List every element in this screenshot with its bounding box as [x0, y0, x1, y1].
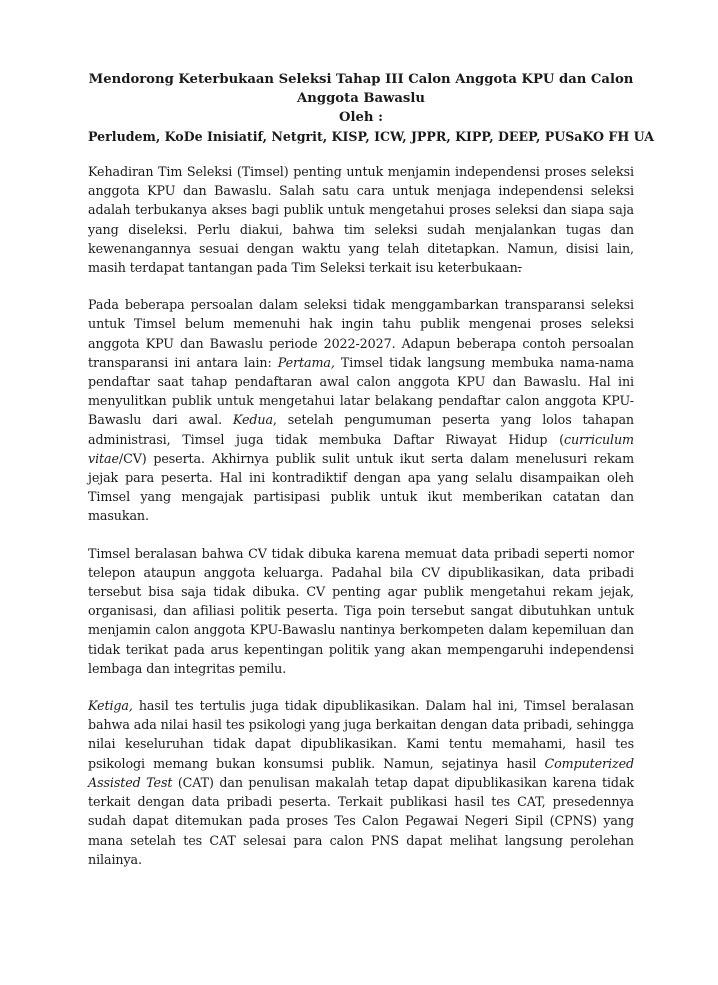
author-list: Perludem, KoDe Inisiatif, Netgrit, KISP, ICW, JPPR, KIPP, DEEP, PUSaKO FH UA [88, 129, 655, 144]
paragraph-4-part-b: (CAT) dan penulisan makalah tetap dapat dipublikasikan karena tidak terkait dengan data pribadi peserta. Terkait publikasi hasil tes CAT, presedennya sudah dapat ditemukan pada proses Tes Calon Pegawai Negeri Sipil (CPNS) yang mana setelah tes CAT selesai para calon PNS dapat melihat langsung perolehan nilainya. [88, 774, 635, 867]
pertama-italic: Pertama, [277, 354, 335, 370]
paragraph-4-part-a: hasil tes tertulis juga tidak dipublikasikan. Dalam hal ini, Timsel beralasan bahwa ada nilai hasil tes psikologi yang juga berkaitan dengan data pribadi, sehingga nilai keseluruhan tidak dapat dipublikasikan. Kami tentu memahami, hasil tes psikologi memang bukan konsumsi publik. Namun, sejatinya hasil [88, 698, 634, 771]
by-line-label: Oleh : [339, 110, 383, 125]
paragraph-2-part-a: Pada beberapa persoalan dalam seleksi tidak menggambarkan transparansi seleksi untuk Timsel belum memenuhi hak ingin tahu publik mengenai proses seleksi anggota KPU dan Bawaslu periode 2022-2027. Adapun beberapa contoh persoalan transparansi ini antara lain: [88, 297, 634, 370]
kedua-italic: Kedua [232, 412, 273, 428]
document-title: Mendorong Keterbukaan Seleksi Tahap III Calon Anggota KPU dan Calon Anggota Bawaslu [88, 72, 634, 106]
paragraph-2-part-c: , setelah pengumuman peserta yang lolos tahapan administrasi, Timsel juga tidak membuka Daftar Riwayat Hidup ( [88, 412, 635, 447]
paragraph-4 [88, 696, 634, 869]
ketiga-italic: Ketiga, [88, 698, 133, 714]
paragraph-1 [88, 162, 634, 277]
computerized-assisted-test-italic: Computerized Assisted Test [88, 755, 634, 790]
document-page [88, 70, 655, 887]
struck-period: . [517, 260, 522, 276]
paragraph-3: Timsel beralasan bahwa CV tidak dibuka karena memuat data pribadi seperti nomor telepon ataupun anggota keluarga. Padahal bila CV dipublikasikan, data pribadi tersebut bisa saja tidak dibuka. CV penting agar publik mengetahui rekam jejak, organisasi, dan afiliasi politik peserta. Tiga poin tersebut sangat dibutuhkan untuk menjamin calon anggota KPU-Bawaslu nantinya berkompeten dalam kepemiluan dan tidak terikat pada arus kepentingan politik yang akan mempengaruhi independensi lembaga dan integritas pemilu. [88, 545, 634, 676]
paragraph-2 [88, 295, 634, 525]
curriculum-vitae-italic: curriculum vitae [88, 431, 634, 466]
paragraph-1-text: Kehadiran Tim Seleksi (Timsel) penting untuk menjamin independensi proses seleksi anggota KPU dan Bawaslu. Salah satu cara untuk menjaga independensi seleksi adalah terbukanya akses bagi publik untuk mengetahui proses seleksi dan siapa saja yang diseleksi. Perlu diakui, bahwa tim seleksi sudah menjalankan tugas dan kewenangannya sesuai dengan waktu yang telah ditetapkan. Namun, disisi lain, masih terdapat tantangan pada Tim Seleksi terkait isu keterbukaan [88, 164, 634, 276]
paragraph-2-part-d: /CV) peserta. Akhirnya publik sulit untuk ikut serta dalam menelusuri rekam jejak para peserta. Hal ini kontradiktif dengan apa yang selalu disampaikan oleh Timsel yang mengajak partisipasi publik untuk ikut memberikan catatan dan masukan. [88, 450, 634, 524]
paragraph-2-part-b: Timsel tidak langsung membuka nama-nama pendaftar saat tahap pendaftaran awal calon anggota KPU dan Bawaslu. Hal ini menyulitkan publik untuk mengetahui latar belakang pendaftar calon anggota KPU-Bawaslu dari awal. [88, 354, 635, 428]
